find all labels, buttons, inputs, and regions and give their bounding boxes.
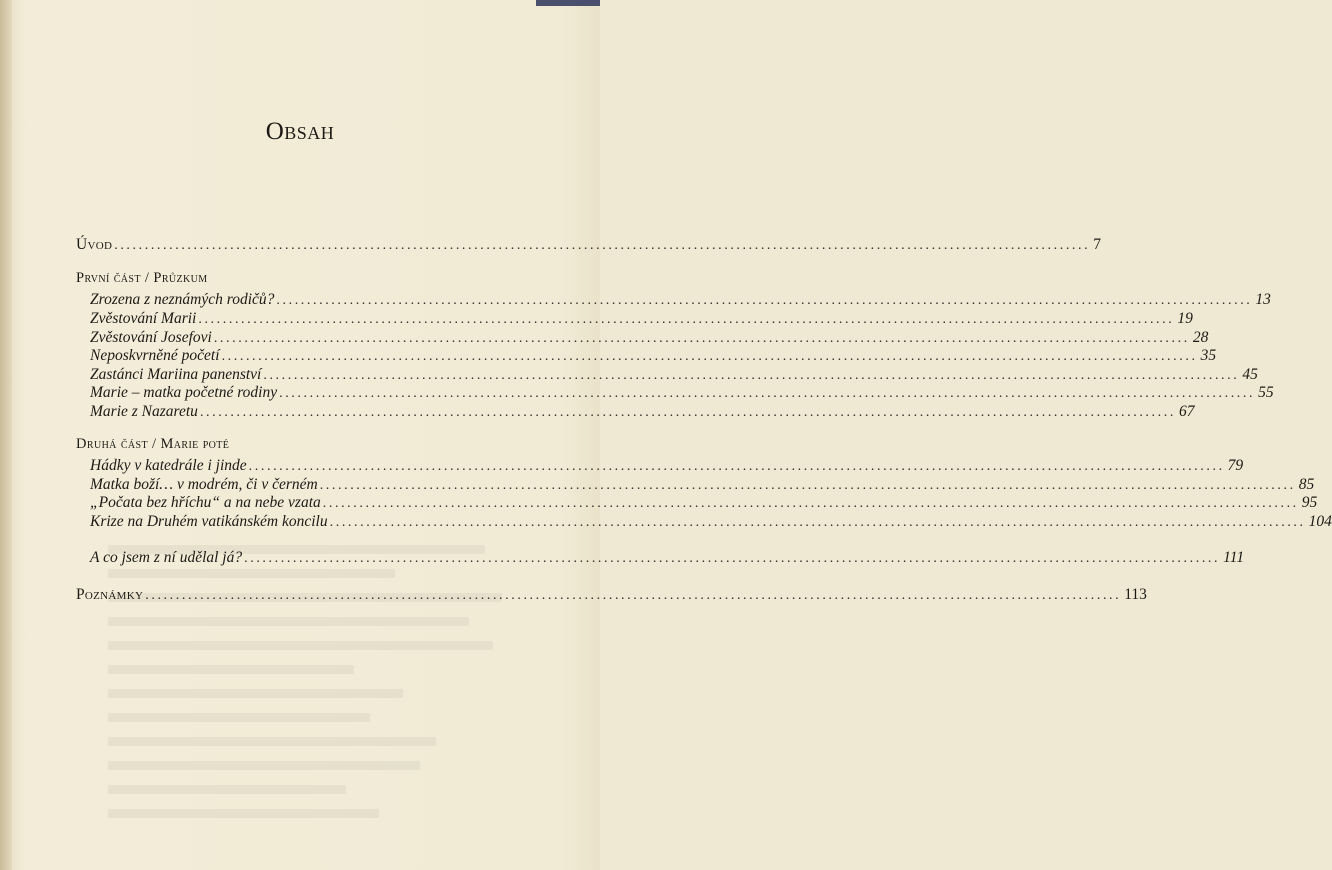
toc-entry-notes [0,584,1147,606]
toc-entry-label: A co jsem z ní udělal já? [90,549,243,566]
leader-dots: ................................................................................................................................................................ [199,405,1176,420]
toc-entry [0,511,1332,533]
toc-entry-page: 111 [1223,549,1245,566]
toc-entry-label: Zastánci Mariina panenství [90,366,262,383]
part-heading: První část / Průzkum [76,270,208,286]
toc-entry-label: Neposkvrněné početí [90,347,220,364]
leader-dots: ................................................................................................................................................................ [221,349,1198,364]
toc-entry-page: 45 [1242,366,1258,383]
toc-entry-label: Úvod [76,236,113,253]
toc-entry-page: 104 [1308,513,1332,530]
page-title: Obsah [265,118,335,145]
leader-dots: ................................................................................................................................................................ [276,293,1253,308]
toc-entry-label: „Počata bez hříchu“ a na nebe vzata [90,494,321,511]
toc-entry-page: 7 [1093,236,1101,253]
toc-entry-page: 79 [1227,457,1244,474]
leader-dots: ................................................................................................................................................................ [248,459,1225,474]
leader-dots: ................................................................................................................................................................ [319,478,1296,493]
toc-entry-label: Hádky v katedrále i jinde [90,457,247,474]
toc-entry-page: 13 [1255,291,1271,308]
toc-entry-page: 67 [1178,403,1195,420]
leader-dots: ................................................................................................................................................................ [145,588,1122,603]
leader-dots: ................................................................................................................................................................ [213,331,1190,346]
toc-entry-page: 113 [1124,586,1147,603]
toc-entry-page: 35 [1200,347,1217,364]
bleed-through-text [108,545,518,785]
leader-dots: ................................................................................................................................................................ [279,386,1256,401]
toc-entry-closing [0,547,1245,569]
cover-edge [536,0,600,6]
leader-dots: ................................................................................................................................................................ [198,312,1175,327]
toc-entry-page: 28 [1192,329,1209,346]
toc-entry [0,401,1195,423]
toc-entry-label: Poznámky [76,586,144,603]
toc-entry-intro [0,234,1101,256]
part-heading: Druhá část / Marie poté [76,436,230,452]
toc-entry-page: 95 [1301,494,1318,511]
toc-entry-label: Zrozena z neznámých rodičů? [90,291,275,308]
toc-entry-label: Marie z Nazaretu [90,403,198,420]
toc-entry-page: 85 [1298,476,1315,493]
toc-entry-label: Krize na Druhém vatikánském koncilu [90,513,328,530]
leader-dots: ................................................................................................................................................................ [114,238,1091,253]
toc-entry-label: Zvěstování Marii [90,310,197,327]
toc-entry-label: Matka boží… v modrém, či v černém [90,476,318,493]
leader-dots: ................................................................................................................................................................ [263,368,1240,383]
leader-dots: ................................................................................................................................................................ [244,551,1221,566]
leader-dots: ................................................................................................................................................................ [322,496,1299,511]
toc-entry-page: 19 [1177,310,1193,327]
leader-dots: ................................................................................................................................................................ [329,515,1306,530]
toc-entry-label: Marie – matka početné rodiny [90,384,278,401]
toc-entry-page: 55 [1258,384,1274,401]
toc-entry-label: Zvěstování Josefovi [90,329,212,346]
